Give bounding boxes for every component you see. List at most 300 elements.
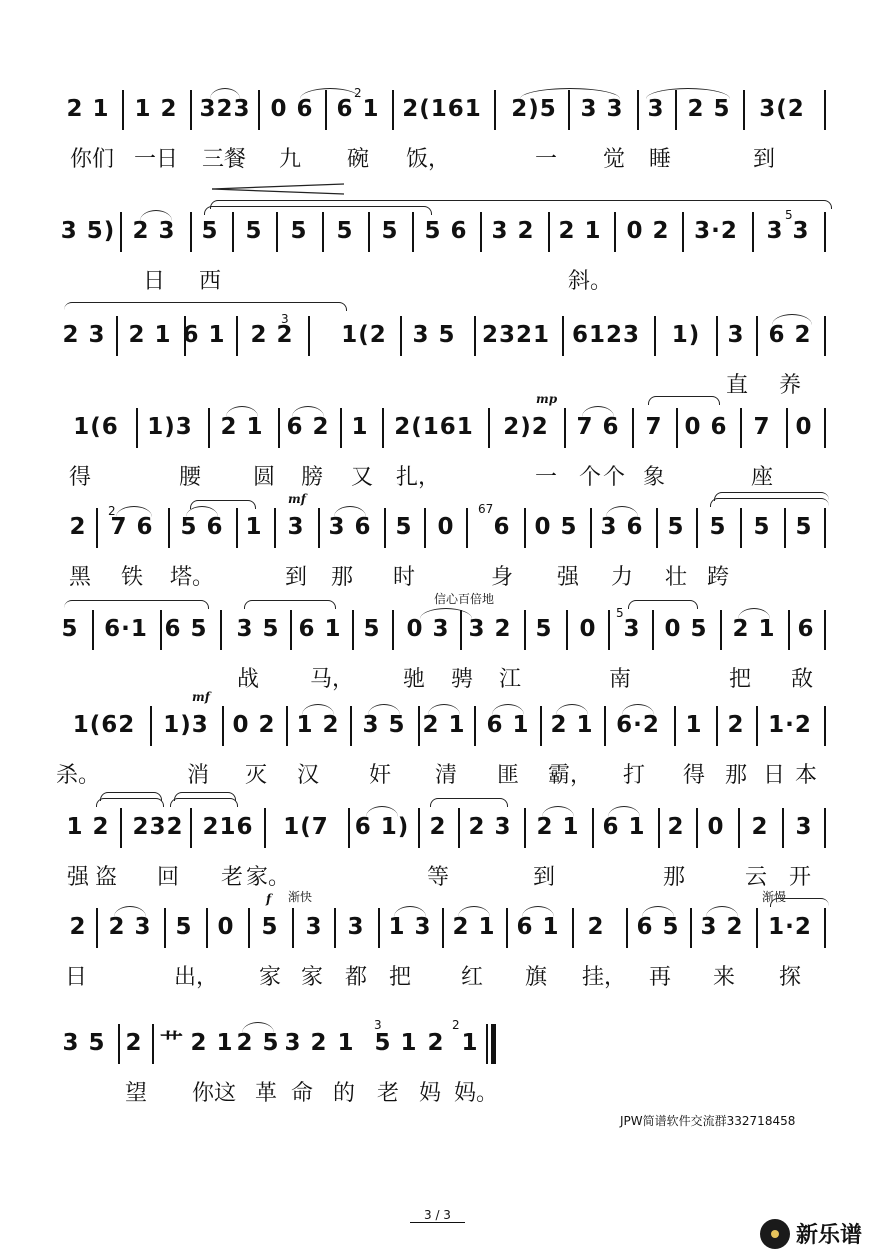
note-group: 6 1 [336,96,380,122]
barline [222,706,224,746]
note-group: 1 [337,1030,355,1056]
lyric: 日 [142,269,166,294]
note-group: 1(6 [73,414,119,440]
note-group: 3 5 [236,616,280,642]
note-group: 1(62 [72,712,136,738]
barline [458,808,460,848]
lyric: 探 [778,965,802,990]
lyric: 到 [752,147,776,172]
note-group: 1·2 [768,712,812,738]
lyric: 黑 [68,565,92,590]
grace-note: 2 [108,504,116,518]
lyric: 三餐 [201,147,247,172]
barline [824,808,826,848]
barline [786,408,788,448]
note-group: 1·2 [768,914,812,940]
lyric: 杀。 [55,763,101,788]
note-group: 1 [351,414,369,440]
lyric: 的 [332,1081,356,1106]
note-group: 0 2 [626,218,670,244]
barline [392,610,394,650]
lyric: 江 [498,667,522,692]
slur [458,906,490,917]
lyric: 睡 [648,147,672,172]
note-group: 3 [727,322,745,348]
lyric: 驰 [402,667,426,692]
slur [368,704,400,715]
barline [788,610,790,650]
slur [242,1022,274,1033]
note-group: 3 [795,814,813,840]
slur [542,806,574,817]
note-group: 2(161 [402,96,482,122]
barline [824,316,826,356]
barline [322,212,324,252]
note-group: 2 5 [687,96,731,122]
barline [368,212,370,252]
lyric: 圆 [252,465,276,490]
barline [418,706,420,746]
system-9-notes [0,908,888,948]
note-group: 0 3 [406,616,450,642]
grace-note: 67 [478,502,494,516]
barline [824,90,826,130]
tie [100,792,162,801]
note-group: 7 [753,414,771,440]
barline [824,610,826,650]
barline [348,808,350,848]
lyric: 九 [278,147,302,172]
brand-name: 新乐谱 [796,1223,863,1248]
lyric: 革 [254,1081,278,1106]
lyric: 象 [642,465,666,490]
lyric: 强 [66,865,90,890]
lyric: 饭， [405,147,451,172]
note-group: 6 1 [182,322,226,348]
barline [614,212,616,252]
note-group: 3 2 [468,616,512,642]
note-group: 1) [671,322,701,348]
barline [488,408,490,448]
lyric: 红 [460,965,484,990]
lyric: 得 [68,465,92,490]
note-group: 6 1 [298,616,342,642]
lyric: 直 [725,373,749,398]
lyric: 都 [344,965,368,990]
barline [168,508,170,548]
lyric: 打 [622,763,646,788]
lyric: 家 [258,965,282,990]
lyric: 马， [309,667,355,692]
barline [116,316,118,356]
grace-note: 3 [374,1018,382,1032]
barline [334,908,336,948]
system-6-notes [0,606,888,650]
barline [696,808,698,848]
note-group: 6 2 [286,414,330,440]
dynamic-f: f [266,892,272,906]
tie [210,200,832,209]
system-5-notes [0,502,888,548]
slur [582,406,614,417]
barline [232,212,234,252]
lyric: 强 [556,565,580,590]
note-group: 6 1 [516,914,560,940]
note-group: 3 2 [491,218,535,244]
note-group: 2 3 [132,218,176,244]
note-group: 5 6 [424,218,468,244]
barline [604,706,606,746]
lyric: 那 [330,565,354,590]
grace-note: 2 [354,86,362,100]
note-group: 3 2 [700,914,744,940]
barline [756,908,758,948]
note-group: 5 [535,616,553,642]
system-7-notes [0,706,888,746]
note-group: 0 [707,814,725,840]
barline [637,90,639,130]
barline [248,908,250,948]
lyric: 壮 [664,565,688,590]
barline [236,316,238,356]
barline [352,610,354,650]
barline [682,212,684,252]
note-group: 5 [795,514,813,540]
barline [150,706,152,746]
lyric: 斜。 [567,269,613,294]
note-group: 1 2 [296,712,340,738]
barline [658,808,660,848]
barline [264,808,266,848]
note-group: 5 [245,218,263,244]
note-group: 6·2 [616,712,660,738]
slur [646,88,730,99]
lyric: 扎， [395,465,441,490]
note-group: 5 [395,514,413,540]
lyric: 腰 [178,465,202,490]
barline [384,508,386,548]
lyric: 霸， [547,763,593,788]
note-group: 3 5) [60,218,116,244]
lyric: 日 [64,965,88,990]
barline [652,610,654,650]
barline [292,908,294,948]
note-group: 5 6 [180,514,224,540]
note-group: 3 6 [328,514,372,540]
system-4-notes [0,408,888,448]
barline [190,212,192,252]
note-group: 232 [132,814,184,840]
barline [318,508,320,548]
note-group: 2 1 [550,712,594,738]
lyric: 望 [124,1081,148,1106]
note-group: 5 [381,218,399,244]
tie [244,600,336,609]
barline [564,408,566,448]
note-group: 2 1 [558,218,602,244]
lyric: 南 [608,667,632,692]
lyric: 一 [534,465,558,490]
note-group: 2 [125,1030,143,1056]
barline [752,212,754,252]
note-group: 3 3 [580,96,624,122]
barline [286,706,288,746]
note-group: 6 [797,616,815,642]
note-group: 2 5 [236,1030,280,1056]
note-group: 7 6 [110,514,154,540]
note-group: 6 1) [354,814,410,840]
barline [690,908,692,948]
barline [824,706,826,746]
slur [606,506,638,517]
barline [190,808,192,848]
lyric: 汉 [296,763,320,788]
barline [96,908,98,948]
note-group: 5 [261,914,279,940]
note-group: 5 [709,514,727,540]
note-group: 2)2 [503,414,549,440]
lyric: 等 [426,865,450,890]
note-group: 5 [175,914,193,940]
note-group: 0 [579,616,597,642]
barline [474,706,476,746]
note-group: 2 [429,814,447,840]
barline [494,90,496,130]
lyric: 个 [602,465,626,490]
lyric: 一日 [133,147,179,172]
barline [350,706,352,746]
note-group: 1)3 [163,712,209,738]
group-note: JPW简谱软件交流群332718458 [620,1114,796,1128]
barline [824,212,826,252]
note-group: 6 2 [768,322,812,348]
final-barline-thin [486,1024,488,1064]
tempo-ritardando: 渐慢 [762,890,787,904]
note-group: 3 [623,616,641,642]
barline [572,908,574,948]
note-group: 2 1 [422,712,466,738]
barline [824,908,826,948]
dynamic-mf: mf [288,492,306,506]
barline [590,508,592,548]
barline [676,408,678,448]
slur [520,88,620,99]
page-number [410,1208,465,1222]
lyric: 开 [788,865,812,890]
lyric: 来 [712,965,736,990]
note-group: 1 [685,712,703,738]
note-group: 2 [587,914,605,940]
note-group: 2 [667,814,685,840]
barline [716,706,718,746]
note-group: 1)3 [147,414,193,440]
note-group: 0 6 [270,96,314,122]
note-group: 2 1 [452,914,496,940]
note-group: 6 1 [486,712,530,738]
note-group: 5 [336,218,354,244]
note-group: 2 1 [190,1030,234,1056]
final-barline-thick [491,1024,496,1064]
lyric: 跨 [706,565,730,590]
note-group: 2 [427,1030,445,1056]
lyric: 灭 [244,763,268,788]
lyric: 把 [388,965,412,990]
slur [210,88,240,99]
note-group: 5 [61,616,79,642]
note-group: 0 [437,514,455,540]
barline [236,508,238,548]
barline [738,808,740,848]
barline [608,610,610,650]
lyric: 骋 [450,667,474,692]
barline [412,212,414,252]
barline [524,508,526,548]
note-group: 0 2 [232,712,276,738]
lyric: 膀 [300,465,324,490]
note-group: 3 [347,914,365,940]
lyric: 老 [220,865,244,890]
lyric: 那 [662,865,686,890]
lyric: 日 [762,763,786,788]
barline [540,706,542,746]
barline [152,1024,154,1064]
barline [208,408,210,448]
note-group: 1(7 [283,814,329,840]
barline [122,90,124,130]
barline [258,90,260,130]
lyric: 清 [434,763,458,788]
barline [118,1024,120,1064]
brand-logo[interactable] [760,1218,862,1249]
lyric: 消 [186,763,210,788]
barline [784,508,786,548]
lyric: 本 [794,763,818,788]
tie [714,492,829,501]
note-group: 2 2 [250,322,294,348]
grace-note: 5 [785,208,793,222]
lyric: 养 [778,373,802,398]
note-group: 2 [751,814,769,840]
tie [64,302,347,311]
barline [474,316,476,356]
note-group: 3 2 [284,1030,328,1056]
tie [628,600,698,609]
lyric: 把 [728,667,752,692]
lyric: 又 [350,465,374,490]
barline [400,316,402,356]
barline [418,808,420,848]
barline [424,508,426,548]
barline [136,408,138,448]
note-group: 6 5 [636,914,680,940]
slur [114,906,146,917]
barline [96,508,98,548]
lyric: 战 [236,667,260,692]
barline [674,706,676,746]
slur [738,608,770,619]
lyric: 座 [750,465,774,490]
barline [756,316,758,356]
note-group: 1(2 [341,322,387,348]
lyric: 得 [682,763,706,788]
lyric: 命 [290,1081,314,1106]
note-group: 0 6 [684,414,728,440]
note-group: 5 [363,616,381,642]
slur [622,704,654,715]
note-group: 2 3 [468,814,512,840]
note-group: 0 5 [664,616,708,642]
note-group: 6123 [571,322,641,348]
slur [366,806,398,817]
note-group: 0 [217,914,235,940]
note-group: 0 [795,414,813,440]
note-group: 7 [645,414,663,440]
lyric: 到 [532,865,556,890]
lyric: 出， [173,965,219,990]
slur [522,906,554,917]
barline [743,90,745,130]
note-group: 216 [202,814,254,840]
note-group: 2)5 [511,96,557,122]
note-group: 5 [753,514,771,540]
lyric: 那 [724,763,748,788]
note-group: 3 6 [600,514,644,540]
lyric: 挂， [581,965,627,990]
barline [696,508,698,548]
slur [608,806,640,817]
expression-annotation: 信心百倍地 [434,592,495,606]
lyric: 敌 [790,667,814,692]
barline [220,610,222,650]
note-group: 6 5 [164,616,208,642]
lyric: 妈。 [453,1081,499,1106]
crescendo-hairpin [212,180,344,192]
slur [428,704,460,715]
lyric: 觉 [602,147,626,172]
note-group: 6 1 [602,814,646,840]
note-group: 0 5 [534,514,578,540]
lyric: 旗 [524,965,548,990]
note-group: 3 5 [412,322,456,348]
barline [524,808,526,848]
note-group: 1 [461,1030,479,1056]
slur [300,88,360,99]
slur [492,704,524,715]
hairpin-svg [212,183,344,195]
barline [120,808,122,848]
barline [566,610,568,650]
barline [120,212,122,252]
note-group: 2 1 [732,616,776,642]
barline [290,610,292,650]
slur [642,906,674,917]
note-group: 5 [290,218,308,244]
note-group: 3 5 [62,1030,106,1056]
slur [772,314,812,325]
barline [206,908,208,948]
note-group: 3 [647,96,665,122]
slur [302,704,334,715]
slur [116,506,152,517]
barline [824,408,826,448]
barline [506,908,508,948]
note-group: 323 [199,96,251,122]
page-number-text: 3 / 3 [410,1208,465,1223]
tie [64,600,209,609]
barline [740,508,742,548]
note-group: 2 1 [220,414,264,440]
tie [648,396,720,405]
